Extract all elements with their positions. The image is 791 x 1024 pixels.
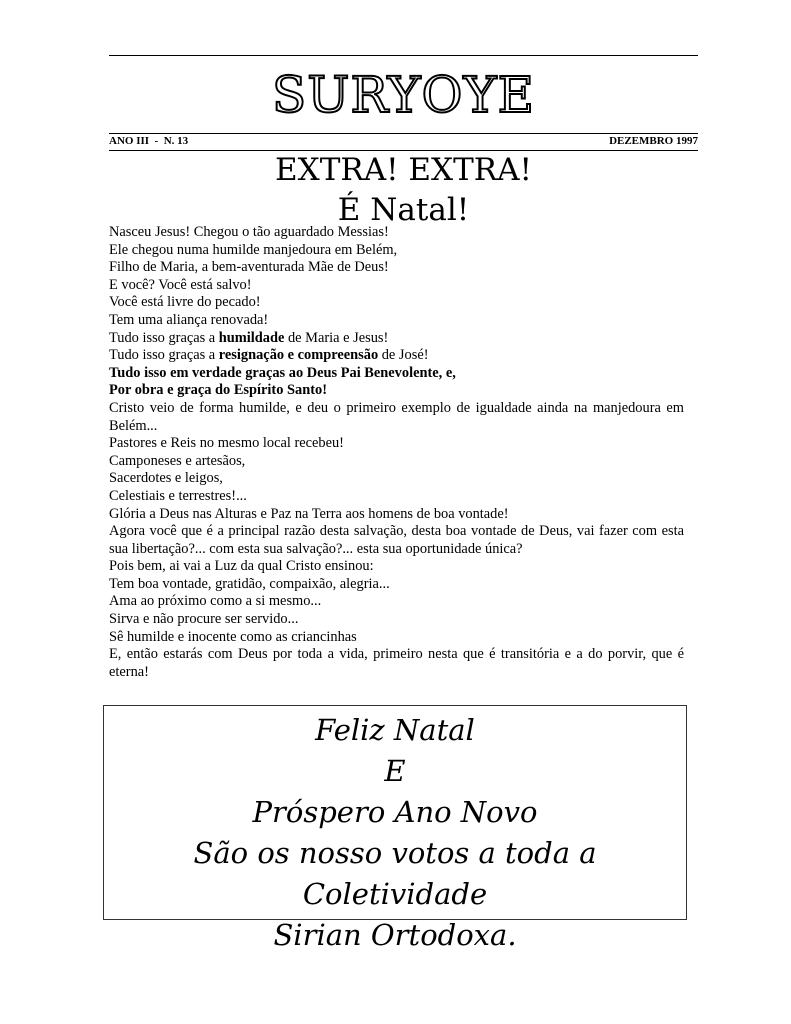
- greeting-line-1: Feliz Natal: [315, 713, 475, 747]
- issue-date: DEZEMBRO 1997: [609, 135, 698, 147]
- body-line: Camponeses e artesãos,: [109, 452, 246, 469]
- body-line: Você está livre do pecado!: [109, 294, 261, 311]
- body-bold-run: resignação e compreensão: [218, 347, 379, 364]
- body-line: [109, 347, 684, 365]
- body-text-run: de José!: [378, 347, 429, 364]
- body-line: Ele chegou numa humilde manjedoura em Belém,: [109, 241, 398, 258]
- body-paragraph: Cristo veio de forma humilde, e deu o primeiro exemplo de igualdade ainda na manjedoura em Belém...: [109, 399, 684, 434]
- body-line: Nasceu Jesus! Chegou o tão aguardado Messias!: [109, 224, 389, 240]
- body-line: Pois bem, ai vai a Luz da qual Cristo ensinou:: [109, 558, 374, 575]
- body-line: Filho de Maria, a bem-aventurada Mãe de Deus!: [109, 259, 389, 276]
- body-bold-line: Tudo isso em verdade graças ao Deus Pai Benevolente, e,: [109, 364, 456, 381]
- issue-bar: [109, 133, 698, 151]
- body-line: E você? Você está salvo!: [109, 276, 252, 293]
- headline: [109, 150, 698, 230]
- top-rule: [109, 55, 698, 56]
- body-line: Pastores e Reis no mesmo local recebeu!: [109, 435, 344, 452]
- body-bold-line: Por obra e graça do Espírito Santo!: [109, 382, 327, 399]
- body-line: Tem boa vontade, gratidão, compaixão, alegria...: [109, 575, 390, 592]
- body-line: Sacerdotes e leigos,: [109, 470, 223, 487]
- headline-line-1: EXTRA! EXTRA!: [275, 152, 532, 188]
- greeting-line-4: São os nosso votos a toda a Coletividade: [193, 836, 597, 911]
- greeting-line-5: Sirian Ortodoxa.: [273, 918, 517, 952]
- body-line: [109, 330, 684, 348]
- body-text-run: Tudo isso graças a: [109, 347, 219, 364]
- body-text-run: de Maria e Jesus!: [284, 329, 389, 346]
- body-line: Tem uma aliança renovada!: [109, 311, 269, 328]
- headline-line-2: É Natal!: [337, 192, 470, 228]
- body-bold-run: humildade: [218, 329, 285, 346]
- body-text-run: Tudo isso graças a: [109, 329, 219, 346]
- article-body: [109, 224, 684, 681]
- body-line: Sirva e não procure ser servido...: [109, 611, 299, 628]
- body-line: Ama ao próximo como a si mesmo...: [109, 593, 322, 610]
- body-line: Celestiais e terrestres!...: [109, 487, 247, 504]
- body-line: Sê humilde e inocente como as criancinhas: [109, 628, 357, 645]
- greeting-box: [103, 705, 687, 952]
- body-paragraph: E, então estarás com Deus por toda a vida, primeiro nesta que é transitória e a do porvir, que é eterna!: [109, 646, 684, 680]
- greeting-text: [104, 710, 686, 956]
- greeting-line-2: E: [384, 754, 406, 788]
- body-paragraph: Agora você que é a principal razão desta salvação, desta boa vontade de Deus, vai fazer com esta sua libertação?... com esta sua salvação?... esta sua oportunidade única?: [109, 523, 684, 557]
- issue-number: ANO III - N. 13: [109, 135, 189, 147]
- masthead-title: SURYOYE: [271, 66, 535, 124]
- greeting-line-3: Próspero Ano Novo: [252, 795, 538, 829]
- body-line: Glória a Deus nas Alturas e Paz na Terra aos homens de boa vontade!: [109, 505, 509, 522]
